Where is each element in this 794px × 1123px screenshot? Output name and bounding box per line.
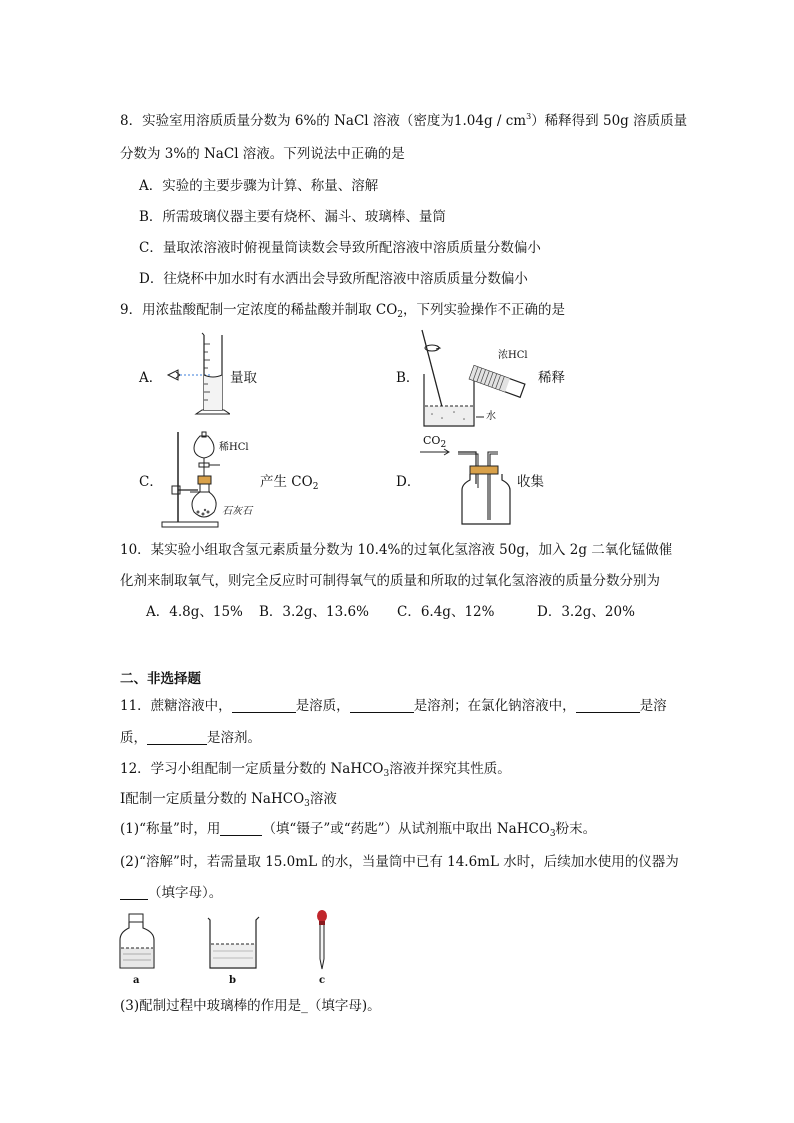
collection-gas-label: $CO_2$ [423,434,447,450]
eye-icon [168,370,180,380]
section-title: 二、非选择题 [120,671,201,687]
generator-acid-label: 稀HCl [219,442,249,453]
q10-option-b: B．3.2g、13.6% [259,604,369,620]
q8-option-c: C．量取浓溶液时俯视量筒读数会导致所配溶液中溶质质量分数偏小 [139,240,541,256]
answer-blank[interactable] [120,885,148,900]
answer-blank[interactable] [350,698,414,713]
answer-blank[interactable] [220,821,262,836]
answer-blank[interactable] [232,698,296,713]
q12-sub1: (1)“称量”时，用 （填“镊子”或“药匙”）从试剂瓶中取出 NaHCO$_3$粉末。 [120,821,597,839]
q9-option-d-letter: D． [396,474,421,490]
q9-option-a-caption: 量取 [230,370,257,386]
dilution-water-label: 水 [486,411,496,422]
q9-option-b-letter: B． [396,370,420,386]
q12-part1-title: Ⅰ配制一定质量分数的 NaHCO$_3$溶液 [120,791,337,809]
beaker-figure [204,914,262,972]
q8-option-b: B．所需玻璃仪器主要有烧杯、漏斗、玻璃棒、量筒 [139,209,446,225]
q9-option-a-letter: A． [139,370,163,386]
q9-option-c-caption: 产生 $CO_2$ [260,474,319,492]
q8-stem-line2: 分数为 3%的 NaCl 溶液。下列说法中正确的是 [120,146,405,162]
q10-option-d: D．3.2g、20% [537,604,635,620]
dilution-figure [412,326,542,430]
figure-label-a: a [133,975,140,986]
q12-sub2-line2: （填字母）。 [120,884,222,902]
q12-sub2-line1: (2)“溶解”时，若需量取 15.0mL 的水，当量筒中已有 14.6mL 水时，后续加水使用的仪器为 [120,854,679,870]
q11-line1: 11．蔗糖溶液中， 是溶质， 是溶剂；在氯化钠溶液中， 是溶 [120,698,667,714]
dilution-acid-label: 浓HCl [498,350,528,361]
q8-stem-line1: 8．实验室用溶质质量分数为 6%的 NaCl 溶液（密度为$1.04g / cm^3$）稀释得到 50g 溶质质量 [120,112,688,129]
measuring-cylinder-figure [160,330,230,420]
q8-option-a: A．实验的主要步骤为计算、称量、溶解 [139,178,379,194]
q12-stem: 12．学习小组配制一定质量分数的 NaHCO$_3$溶液并探究其性质。 [120,761,511,779]
answer-blank[interactable] [147,730,207,745]
q8-option-d: D．往烧杯中加水时有水洒出会导致所配溶液中溶质质量分数偏小 [139,271,528,287]
density-value: $1.04g / cm^3$ [453,112,532,129]
figure-label-b: b [229,975,236,986]
q9-option-d-caption: 收集 [517,474,544,490]
dropper-figure [312,909,332,973]
generator-stone-label: 石灰石 [222,506,252,517]
q9-option-b-caption: 稀释 [538,370,565,386]
q10-stem-line1: 10．某实验小组取含氢元素质量分数为 10.4%的过氧化氢溶液 50g，加入 2g 二氧化锰做催 [120,542,673,558]
figure-label-c: c [319,975,326,986]
q9-stem: 9．用浓盐酸配制一定浓度的稀盐酸并制取 $CO_2$，下列实验操作不正确的是 [120,302,566,320]
gas-collection-figure [418,440,518,530]
answer-blank[interactable] [576,698,640,713]
q11-line2: 质， 是溶剂。 [120,730,261,746]
q10-stem-line2: 化剂来制取氧气，则完全反应时可制得氧气的质量和所取的过氧化氢溶液的质量分数分别为 [120,573,660,589]
q10-option-c: C．6.4g、12% [397,604,495,620]
reagent-bottle-figure [114,912,160,972]
q10-option-a: A．4.8g、15% [146,604,243,620]
q12-sub3: (3)配制过程中玻璃棒的作用是_（填字母)。 [120,998,381,1014]
q9-option-c-letter: C． [139,474,163,490]
